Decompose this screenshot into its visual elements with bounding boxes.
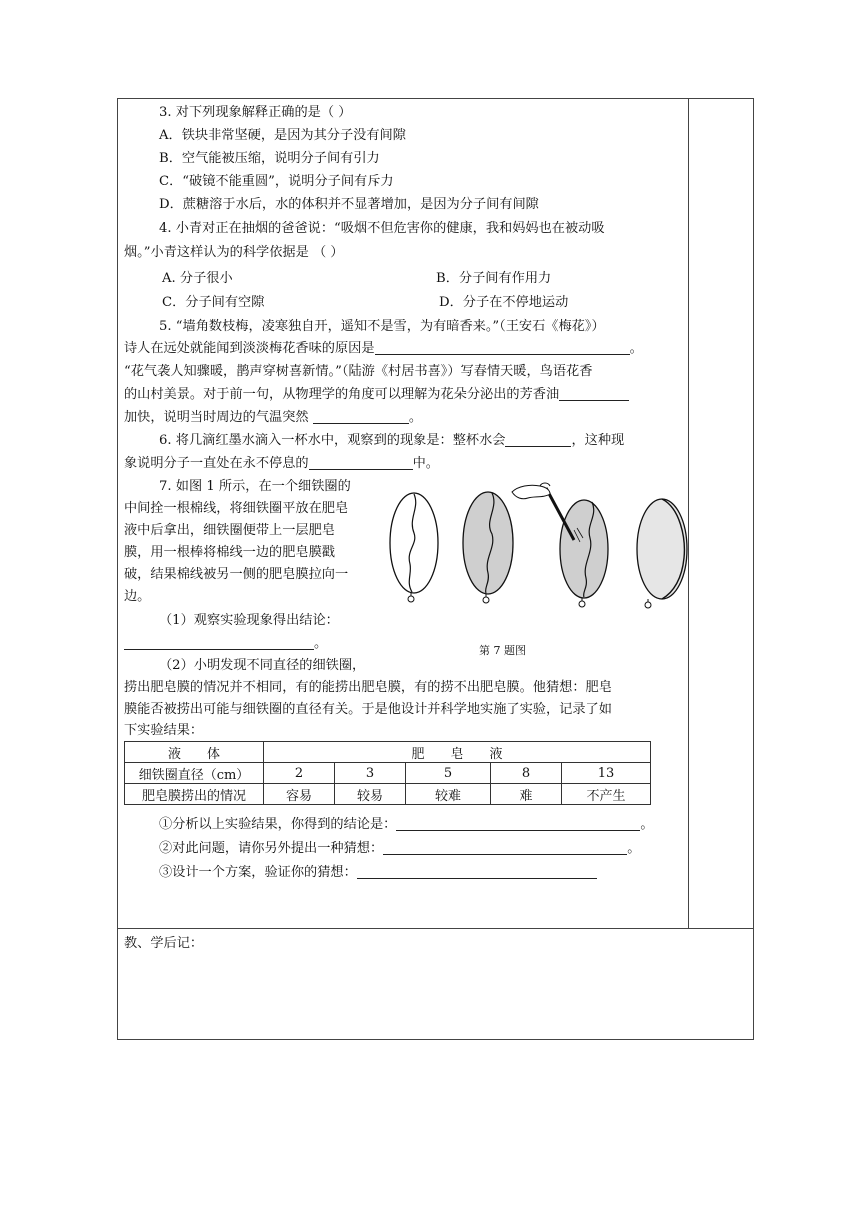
q5-line2-end: 。	[629, 341, 643, 356]
q7-sub1-blank[interactable]	[124, 635, 314, 650]
table-cell: 不产生	[562, 784, 651, 805]
q5-line2	[124, 340, 643, 358]
q4-option-b: B．分子间有作用力	[436, 271, 552, 286]
q6-line2-text: 象说明分子一直处在永不停息的	[124, 456, 309, 471]
q4-option-d: D．分子在不停地运动	[439, 295, 569, 310]
q3-option-a: A．铁块非常坚硬，是因为其分子没有间隙	[159, 128, 406, 143]
q7-sub1-answer	[124, 635, 327, 653]
table-row	[125, 742, 651, 763]
q7-sub2-line1: （2）小明发现不同直径的细铁圈，	[159, 658, 366, 673]
q7-answer3	[159, 864, 597, 882]
q5-line2-text: 诗人在远处就能闻到淡淡梅花香味的原因是	[124, 341, 375, 356]
table-row-label-result: 肥皂膜捞出的情况	[125, 784, 264, 805]
q5-line5	[124, 409, 422, 427]
q6-line1-end: ，这种现	[571, 433, 625, 448]
q7-line3: 液中后拿出，细铁圈便带上一层肥皂	[124, 523, 335, 538]
q3-stem: 3. 对下列现象解释正确的是（ ）	[159, 105, 352, 120]
q7-answer2	[159, 840, 640, 858]
q5-line3: “花气袭人知骤暖，鹊声穿树喜新情。”（陆游《村居书喜》）写春情天暖，鸟语花香	[124, 364, 593, 379]
q5-answer-blank2[interactable]	[559, 386, 629, 401]
q7-answer1-text: ①分析以上实验结果，你得到的结论是：	[159, 817, 397, 832]
q6-line2	[124, 455, 439, 473]
q7-answer2-text: ②对此问题，请你另外提出一种猜想：	[159, 841, 384, 856]
q5-line4	[124, 386, 629, 404]
ring-1-diagram	[390, 493, 438, 602]
q7-answer3-blank[interactable]	[357, 864, 597, 879]
q7-answer1	[159, 816, 654, 834]
table-header-liquid: 液 体	[125, 742, 264, 763]
q6-line1	[159, 432, 624, 450]
q5-line5-end: 。	[408, 410, 423, 425]
table-cell: 3	[335, 763, 406, 784]
q4-stem-line2: 烟。”小青这样认为的科学依据是 （ ）	[124, 245, 344, 260]
q6-line1-text: 6. 将几滴红墨水滴入一杯水中，观察到的现象是：整杯水会	[159, 433, 506, 448]
ring-4-diagram	[637, 499, 687, 608]
q7-line4: 膜，用一根棒将棉线一边的肥皂膜戳	[124, 545, 335, 560]
q3-option-b: B．空气能被压缩，说明分子间有引力	[159, 151, 380, 166]
teaching-notes-label: 教、学后记：	[124, 936, 204, 951]
q4-option-c: C．分子间有空隙	[162, 295, 265, 310]
ring-3-diagram	[512, 483, 608, 607]
q5-answer-blank3[interactable]	[313, 409, 409, 424]
q6-answer-blank2[interactable]	[309, 455, 413, 470]
q6-answer-blank1[interactable]	[505, 432, 571, 447]
table-row	[125, 763, 651, 784]
experiment-results-table	[124, 741, 651, 805]
notes-divider	[117, 928, 754, 929]
q7-sub1-prompt: （1）观察实验现象得出结论：	[159, 613, 339, 628]
q7-answer1-end: 。	[640, 817, 654, 832]
q7-sub1-end: 。	[314, 636, 328, 651]
table-cell: 5	[406, 763, 491, 784]
table-cell: 8	[491, 763, 562, 784]
q7-answer3-text: ③设计一个方案，验证你的猜想：	[159, 865, 357, 880]
q4-option-a: A. 分子很小	[162, 271, 233, 286]
table-cell: 较难	[406, 784, 491, 805]
q7-line6: 边。	[124, 589, 151, 604]
q3-option-d: D．蔗糖溶于水后，水的体积并不显著增加，是因为分子间有间隙	[159, 197, 539, 212]
q7-sub2-line3: 膜能否被捞出可能与细铁圈的直径有关。于是他设计并科学地实施了实验，记录了如	[124, 702, 612, 717]
q7-sub2-line4: 下实验结果：	[124, 723, 204, 738]
soap-film-figure	[384, 478, 694, 638]
q5-line1: 5. “墙角数枝梅，凌寒独自开，遥知不是雪，为有暗香来。”（王安石《梅花》）	[159, 319, 605, 334]
table-cell: 13	[562, 763, 651, 784]
q3-option-c: C．“破镜不能重圆”，说明分子间有斥力	[159, 174, 394, 189]
ring-2-diagram	[463, 492, 513, 603]
q7-line2: 中间拴一根棉线，将细铁圈平放在肥皂	[124, 501, 349, 516]
q5-line5-text: 加快，说明当时周边的气温突然	[124, 410, 313, 425]
q7-answer1-blank[interactable]	[396, 816, 640, 831]
q7-answer2-end: 。	[627, 841, 641, 856]
q7-line1: 7. 如图 1 所示，在一个细铁圈的	[159, 479, 351, 494]
table-cell: 2	[264, 763, 335, 784]
q5-answer-blank1[interactable]	[375, 340, 630, 355]
table-cell: 难	[491, 784, 562, 805]
table-row-label-diameter: 细铁圈直径（cm）	[125, 763, 264, 784]
q5-line4-text: 的山村美景。对于前一句，从物理学的角度可以理解为花朵分泌出的芳香油	[124, 387, 560, 402]
figure-caption: 第 7 题图	[479, 644, 526, 657]
q4-stem-line1: 4. 小青对正在抽烟的爸爸说：“吸烟不但危害你的健康，我和妈妈也在被动吸	[159, 221, 605, 236]
q7-sub2-line2: 捞出肥皂膜的情况并不相同，有的能捞出肥皂膜，有的捞不出肥皂膜。他猜想：肥皂	[124, 680, 612, 695]
table-cell: 较易	[335, 784, 406, 805]
table-row	[125, 784, 651, 805]
q6-line2-end: 中。	[412, 456, 439, 471]
q7-answer2-blank[interactable]	[383, 840, 627, 855]
table-cell: 容易	[264, 784, 335, 805]
q7-line5: 破，结果棉线被另一侧的肥皂膜拉向一	[124, 567, 349, 582]
table-header-soap: 肥 皂 液	[264, 742, 651, 763]
